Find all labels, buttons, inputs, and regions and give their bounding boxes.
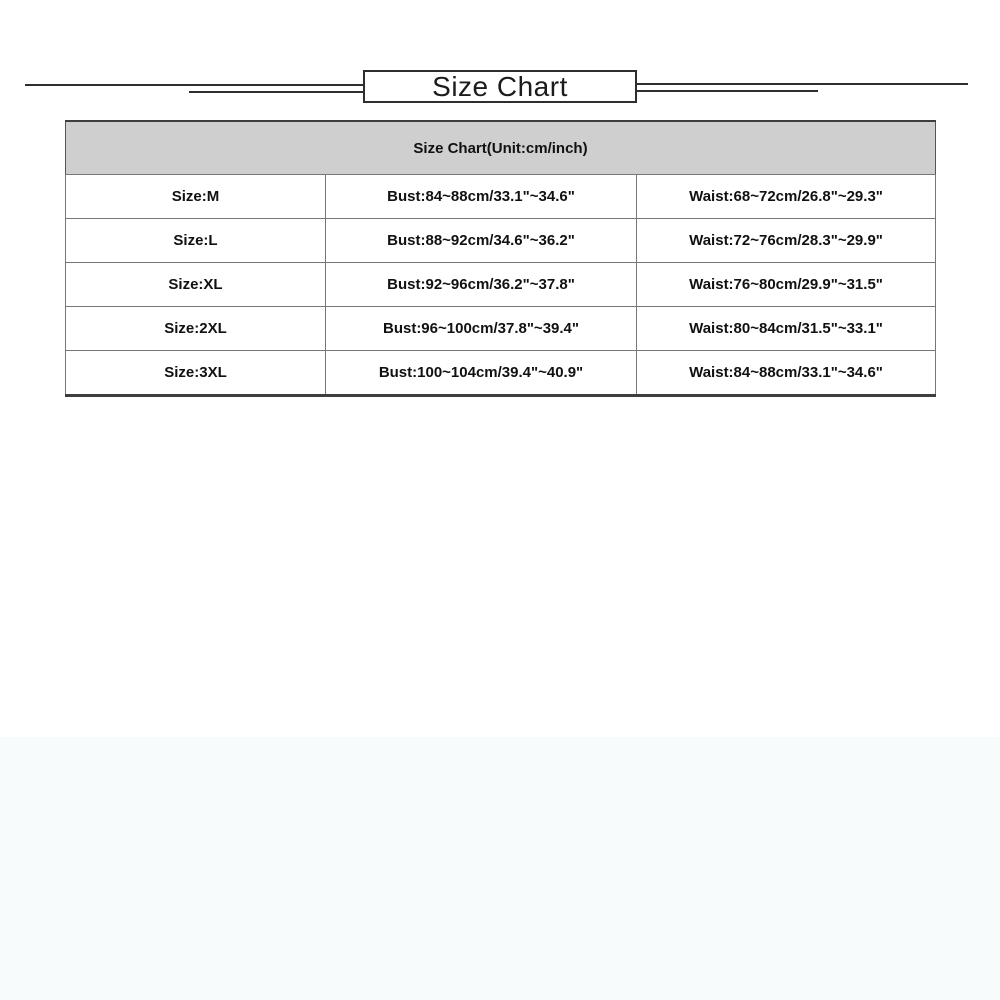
- bottom-background-band: [0, 737, 1000, 1000]
- waist-cell: Waist:72~76cm/28.3"~29.9": [637, 219, 936, 263]
- size-cell: Size:XL: [66, 263, 326, 307]
- title-banner-box: [363, 70, 637, 103]
- size-table-header: Size Chart(Unit:cm/inch): [66, 121, 936, 175]
- size-cell: Size:L: [66, 219, 326, 263]
- size-table-container: [65, 120, 935, 397]
- waist-cell: Waist:84~88cm/33.1"~34.6": [637, 351, 936, 396]
- waist-cell: Waist:68~72cm/26.8"~29.3": [637, 175, 936, 219]
- bust-cell: Bust:88~92cm/34.6"~36.2": [326, 219, 637, 263]
- table-row: [66, 175, 936, 219]
- size-table-header-row: [66, 121, 936, 175]
- table-row: [66, 307, 936, 351]
- waist-cell: Waist:80~84cm/31.5"~33.1": [637, 307, 936, 351]
- banner-line-left-long: [25, 84, 363, 86]
- size-cell: Size:M: [66, 175, 326, 219]
- bust-cell: Bust:96~100cm/37.8"~39.4": [326, 307, 637, 351]
- table-row: [66, 263, 936, 307]
- waist-cell: Waist:76~80cm/29.9"~31.5": [637, 263, 936, 307]
- banner-line-left-short: [189, 91, 363, 93]
- size-cell: Size:2XL: [66, 307, 326, 351]
- banner-line-right-long: [637, 83, 968, 85]
- size-table: [65, 120, 936, 397]
- bust-cell: Bust:84~88cm/33.1"~34.6": [326, 175, 637, 219]
- table-row: [66, 351, 936, 396]
- size-cell: Size:3XL: [66, 351, 326, 396]
- table-row: [66, 219, 936, 263]
- banner-line-right-short: [637, 90, 818, 92]
- bust-cell: Bust:92~96cm/36.2"~37.8": [326, 263, 637, 307]
- page-title: Size Chart: [432, 70, 568, 102]
- bust-cell: Bust:100~104cm/39.4"~40.9": [326, 351, 637, 396]
